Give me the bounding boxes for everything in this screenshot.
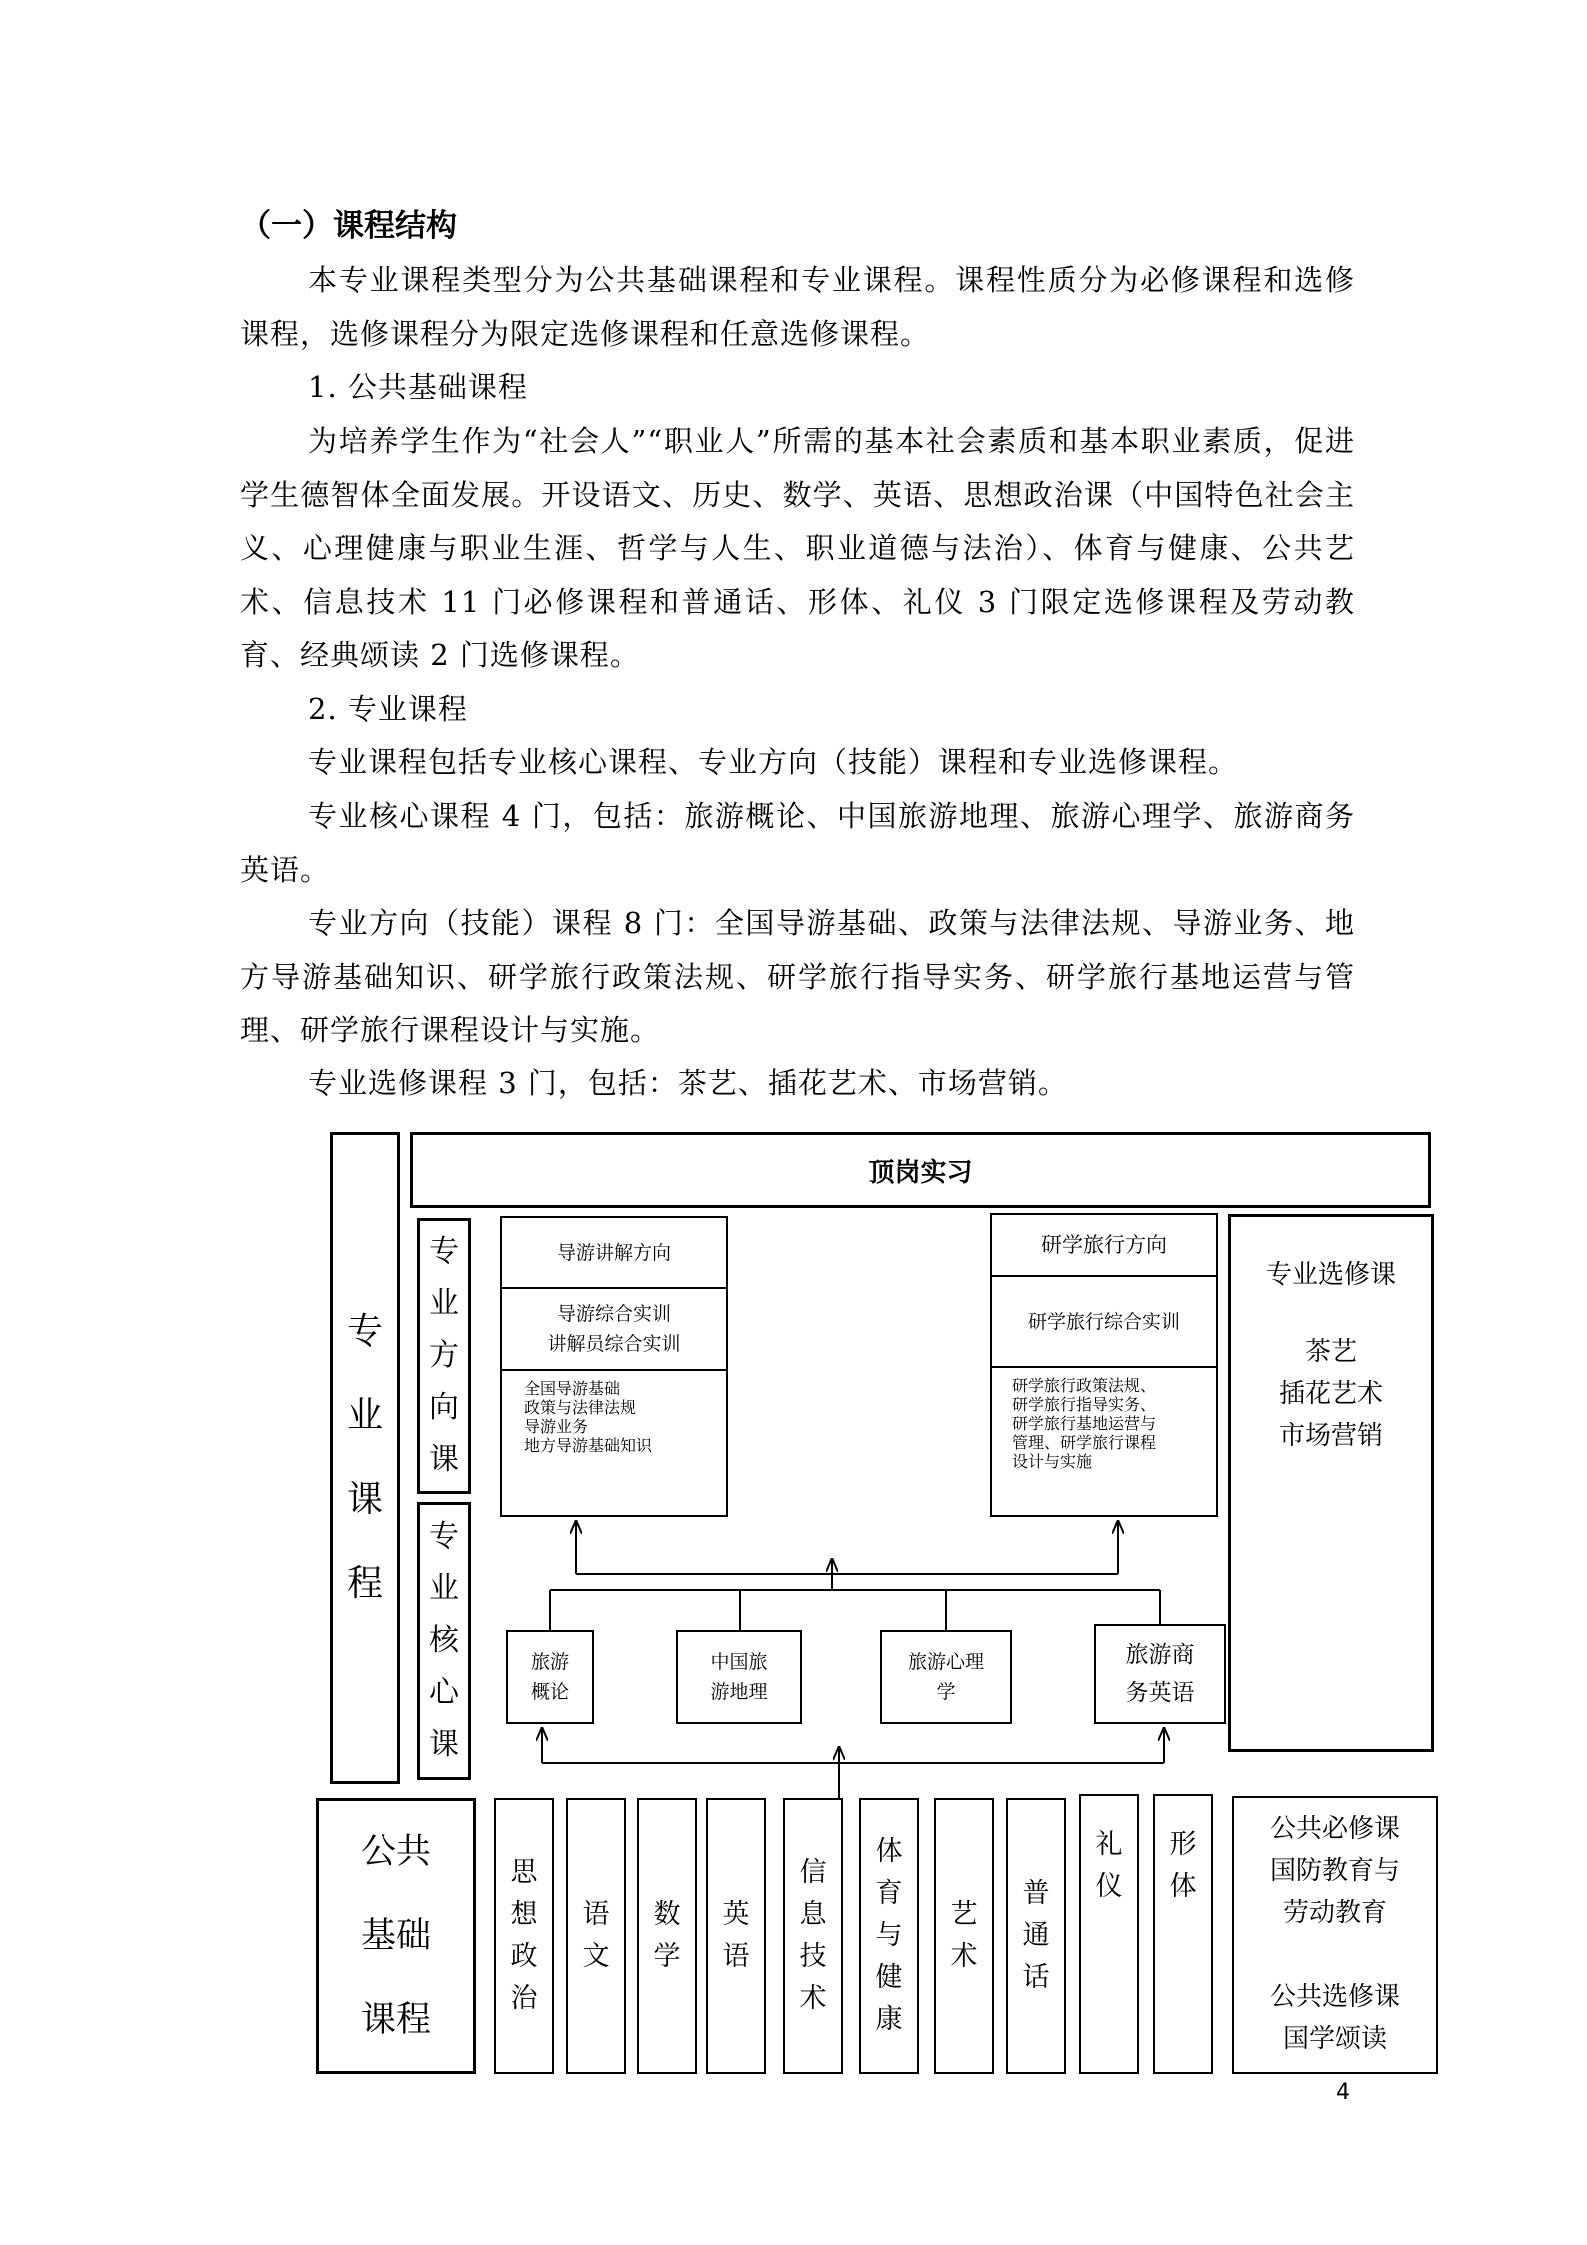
paragraph-major: 专业课程包括专业核心课程、专业方向（技能）课程和专业选修课程。 [308,745,1239,779]
public-course-art: 艺 术 [934,1798,994,2074]
public-course-pe-health: 体 育 与 健 康 [859,1798,919,2074]
section-heading: （一）课程结构 [240,208,457,244]
major-elective-title: 专业选修课 [1265,1260,1396,1290]
public-course-it: 信 息 技 术 [783,1798,843,2074]
paragraph-direction: 专业方向（技能）课程 8 门：全国导游基础、政策与法律法规、导游业务、地方导游基础知识、研学旅行政策法规、研学旅行指导实务、研学旅行基地运营与管理、研学旅行课程设计与实施。 [240,906,1355,1047]
core-courses-label: 专 业 核 心 课 [417,1502,471,1780]
guide-training: 导游综合实训 讲解员综合实训 [502,1289,726,1371]
public-course-posture: 形 体 [1153,1794,1213,2074]
paragraph-core: 专业核心课程 4 门，包括：旅游概论、中国旅游地理、旅游心理学、旅游商务英语。 [240,799,1355,887]
core-course-tourism-psychology: 旅游心理 学 [880,1630,1012,1724]
public-course-politics: 思 想 政 治 [494,1798,554,2074]
guide-courses: 全国导游基础 政策与法律法规 导游业务 地方导游基础知识 [524,1379,653,1455]
public-courses-label: 公共 基础 课程 [316,1798,476,2074]
public-course-etiquette: 礼 仪 [1079,1794,1139,2074]
public-course-mandarin: 普 通 话 [1006,1798,1066,2074]
core-course-business-english: 旅游商 务英语 [1094,1624,1226,1724]
study-direction-title: 研学旅行方向 [992,1215,1216,1277]
page-number: 4 [1336,2080,1350,2105]
subheading-public: 1. 公共基础课程 [308,370,528,404]
paragraph-intro: 本专业课程类型分为公共基础课程和专业课程。课程性质分为必修课程和选修课程，选修课程分为限定选修课程和任意选修课程。 [240,263,1355,351]
paragraph-public: 为培养学生作为“社会人”“职业人”所需的基本社会素质和基本职业素质，促进学生德智体全面发展。开设语文、历史、数学、英语、思想政治课（中国特色社会主义、心理健康与职业生涯、哲学与人生、职业道德与法治）、体育与健康、公共艺术、信息技术 11 门必修课程和普通话、形体、礼仪 3 门限定选修课程及劳动教育、经典颂读 2 门选修课程。 [240,424,1355,672]
public-notes-box: 公共必修课 国防教育与 劳动教育 公共选修课 国学颂读 [1232,1796,1438,2074]
subheading-major: 2. 专业课程 [308,692,468,726]
internship-box: 顶岗实习 [410,1132,1431,1208]
public-course-math: 数 学 [637,1798,697,2074]
study-training: 研学旅行综合实训 [992,1277,1216,1368]
upper-connectors [550,1522,1160,1630]
core-course-tourism-intro: 旅游 概论 [506,1630,594,1724]
lower-connectors [542,1729,1164,1798]
study-courses: 研学旅行政策法规、 研学旅行指导实务、 研学旅行基地运营与 管理、研学旅行课程 设计与实施 [1012,1376,1157,1471]
public-course-chinese: 语 文 [566,1798,626,2074]
major-elective-items: 茶艺 插花艺术 市场营销 [1278,1337,1383,1451]
direction-courses-label: 专 业 方 向 课 [417,1218,471,1494]
paragraph-elective: 专业选修课程 3 门，包括：茶艺、插花艺术、市场营销。 [308,1066,1068,1100]
core-course-china-geography: 中国旅 游地理 [676,1630,802,1724]
guide-direction-title: 导游讲解方向 [502,1218,726,1289]
public-course-english: 英 语 [706,1798,766,2074]
major-courses-label: 专 业 课 程 [330,1132,400,1784]
